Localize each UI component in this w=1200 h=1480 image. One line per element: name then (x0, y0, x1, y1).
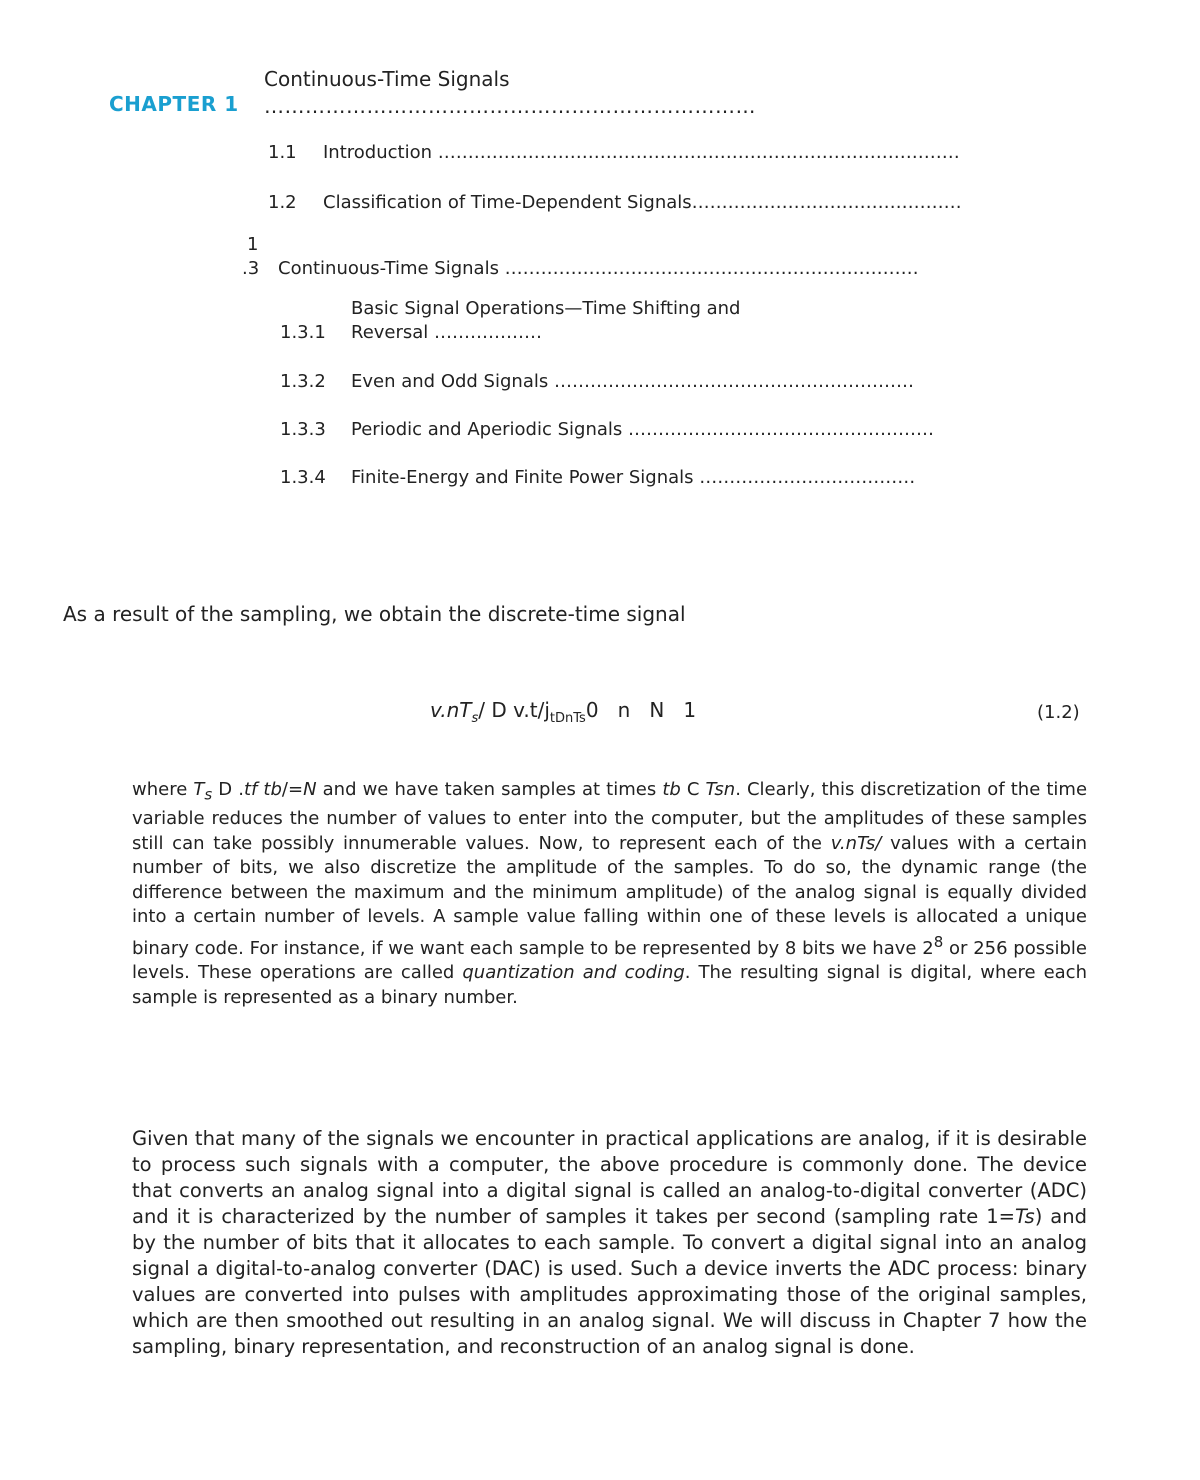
paragraph-adc-dac: Given that many of the signals we encounter in practical applications are analog, if it is desirable to process such signals with a computer, the above procedure is commonly done. The device that converts an analog signal into a digital signal is called an analog-to-digital converter (ADC) and it is characterized by the number of samples it takes per second (sampling rate 1=Ts) and by the number of bits that it allocates to each sample. To convert a digital signal into an analog signal a digital-to-analog converter (DAC) is used. Such a device inverts the ADC process: binary values are converted into pulses with amplitudes approximating those of the original samples, which are then smoothed out resulting in an analog signal. We will discuss in Chapter 7 how the sampling, binary representation, and reconstruction of an analog signal is done. (132, 1127, 1087, 1358)
equation-1-2 (430, 698, 696, 726)
toc-text: Even and Odd Signals …………………………………………………… (351, 371, 914, 392)
eq-lhs-sub: s (471, 711, 479, 726)
toc-text: Periodic and Aperiodic Signals …………………………………………… (351, 419, 934, 440)
toc-text: Finite-Energy and Finite Power Signals ……………………………… (351, 467, 916, 488)
toc-number-part2: .3 (242, 258, 260, 279)
toc-number: 1.3.2 (280, 371, 326, 392)
chapter-label: CHAPTER 1 (109, 92, 239, 116)
toc-text: Introduction …………………………………………………………………………… (323, 142, 960, 163)
chapter-title: Continuous-Time Signals (264, 67, 510, 91)
toc-number-part1: 1 (247, 234, 259, 255)
toc-number: 1.3.3 (280, 419, 326, 440)
toc-number: 1.1 (268, 142, 297, 163)
intro-sentence: As a result of the sampling, we obtain the discrete-time signal (63, 602, 686, 626)
toc-text: Classification of Time-Dependent Signals……………………………………… (323, 192, 962, 213)
toc-text-line2: Reversal ……………… (351, 322, 543, 343)
toc-number: 1.3.1 (280, 322, 326, 343)
equation-number: (1.2) (1037, 702, 1080, 723)
toc-text-line1: Basic Signal Operations—Time Shifting and (351, 298, 741, 319)
paragraph-quantization: where $T_s$ D .tf tb/=N and we have taken samples at times tb C Tsn. Clearly, this discretization of the time variable reduces the number of values to enter into the computer, but the amplitudes of these samples still can take possibly innumerable values. Now, to represent each of the v.nTs/ values with a certain number of bits, we also discretize the amplitude of the samples. To do so, the dynamic range (the difference between the maximum and the minimum amplitude) of the analog signal is equally divided into a certain number of levels. A sample value falling within one of these levels is allocated a unique binary code. For instance, if we want each sample to be represented by 8 bits we have $2^8$ or 256 possible levels. These operations are called quantization and coding. The resulting signal is digital, where each sample is represented as a binary number. (132, 779, 1088, 1008)
toc-number: 1.2 (268, 192, 297, 213)
toc-text: Continuous-Time Signals …………………………………………………………… (278, 258, 919, 279)
eq-range: 0 n N 1 (585, 698, 697, 722)
eq-mid: / D v.t/j (478, 698, 550, 722)
eq-mid-sub: tDnTs (549, 711, 586, 726)
toc-number: 1.3.4 (280, 467, 326, 488)
eq-lhs: v.nT (430, 698, 472, 722)
chapter-leader-dots: ……………………………………………………………… (264, 94, 756, 118)
